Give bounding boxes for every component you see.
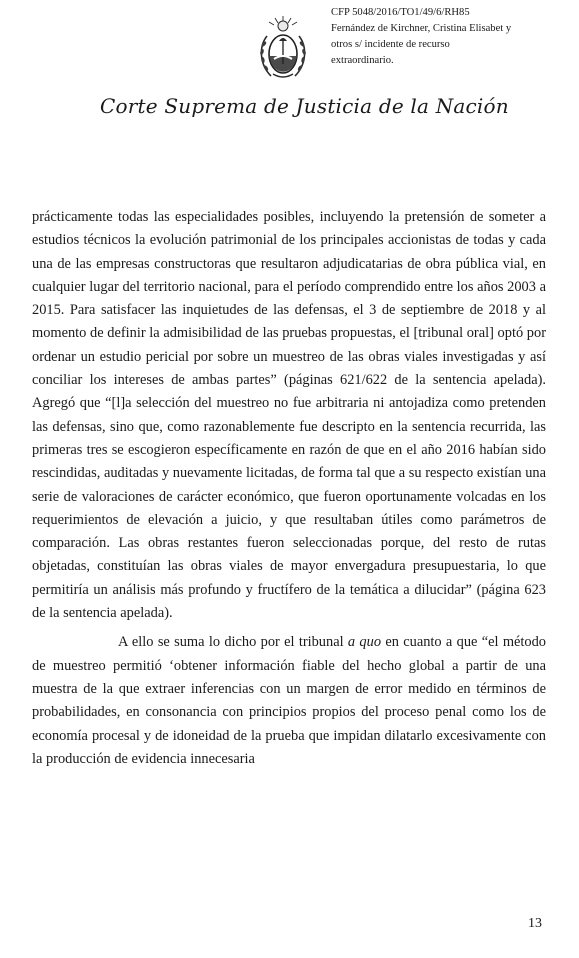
coat-of-arms-icon [257,14,309,82]
case-caption-line-2: otros s/ incidente de recurso [331,39,450,50]
case-number: CFP 5048/2016/TO1/49/6/RH85 [331,7,470,18]
document-body [32,206,546,771]
case-caption-line-1: Fernández de Kirchner, Cristina Elisabet y [331,23,512,34]
page-number: 13 [528,916,542,931]
case-reference [331,5,571,69]
body-paragraph-2 [32,631,546,771]
paragraph-2-lead: A ello se suma lo dicho por el tribunal [118,634,348,651]
body-paragraph-1: prácticamente todas las especialidades posibles, incluyendo la pretensión de someter a estudios técnicos la evolución patrimonial de los principales accionistas de todas y cada una de las empresas constructoras que resultaron adjudicatarias de obra pública vial, en cualquier lugar del territorio nacional, para el período comprendido entre los años 2003 a 2015. Para satisfacer las inquietudes de las defensas, el 3 de septiembre de 2018 y al momento de definir la admisibilidad de las pruebas propuestas, el [tribunal oral] optó por ordenar un estudio pericial por sobre un muestreo de las obras viales investigadas y así conciliar los intereses de ambas partes” (páginas 621/622 de la sentencia apelada). Agregó que “[l]a selección del muestreo no fue arbitraria ni antojadiza como pretenden las defensas, sino que, como razonablemente fue descripto en la sentencia recurrida, las primeras tres se escogieron específicamente en razón de que en el año 2016 habían sido rescindidas, auditadas y nuevamente licitadas, de forma tal que a su respecto existían una serie de valoraciones de carácter económico, que fueron oportunamente volcadas en los requerimientos de elevación a juicio, y que resultaban útiles como parámetros de comparación. Las obras restantes fueron seleccionadas porque, del resto de rutas objetadas, constituían las obras viales de mayor envergadura presupuestaria, lo que permitiría un análisis más profundo y fructífero de la temática a dilucidar” (página 623 de la sentencia apelada). [32,209,546,622]
paragraph-2-rest: en cuanto a que “el método de muestreo permitió ‘obtener información fiable del hecho global a partir de una muestra de la que extraer inferencias con un margen de error medido en términos de probabilidades, en consonancia con principios propios del proceso penal como los de economía procesal y de idoneidad de la prueba que impidan dilatarlo excesivamente con la producción de evidencia innecesaria [32,634,546,767]
case-caption-line-3: extraordinario. [331,55,394,66]
court-name-heading: Corte Suprema de Justicia de la Nación [100,94,509,118]
latin-term-a-quo: a quo [347,634,382,651]
